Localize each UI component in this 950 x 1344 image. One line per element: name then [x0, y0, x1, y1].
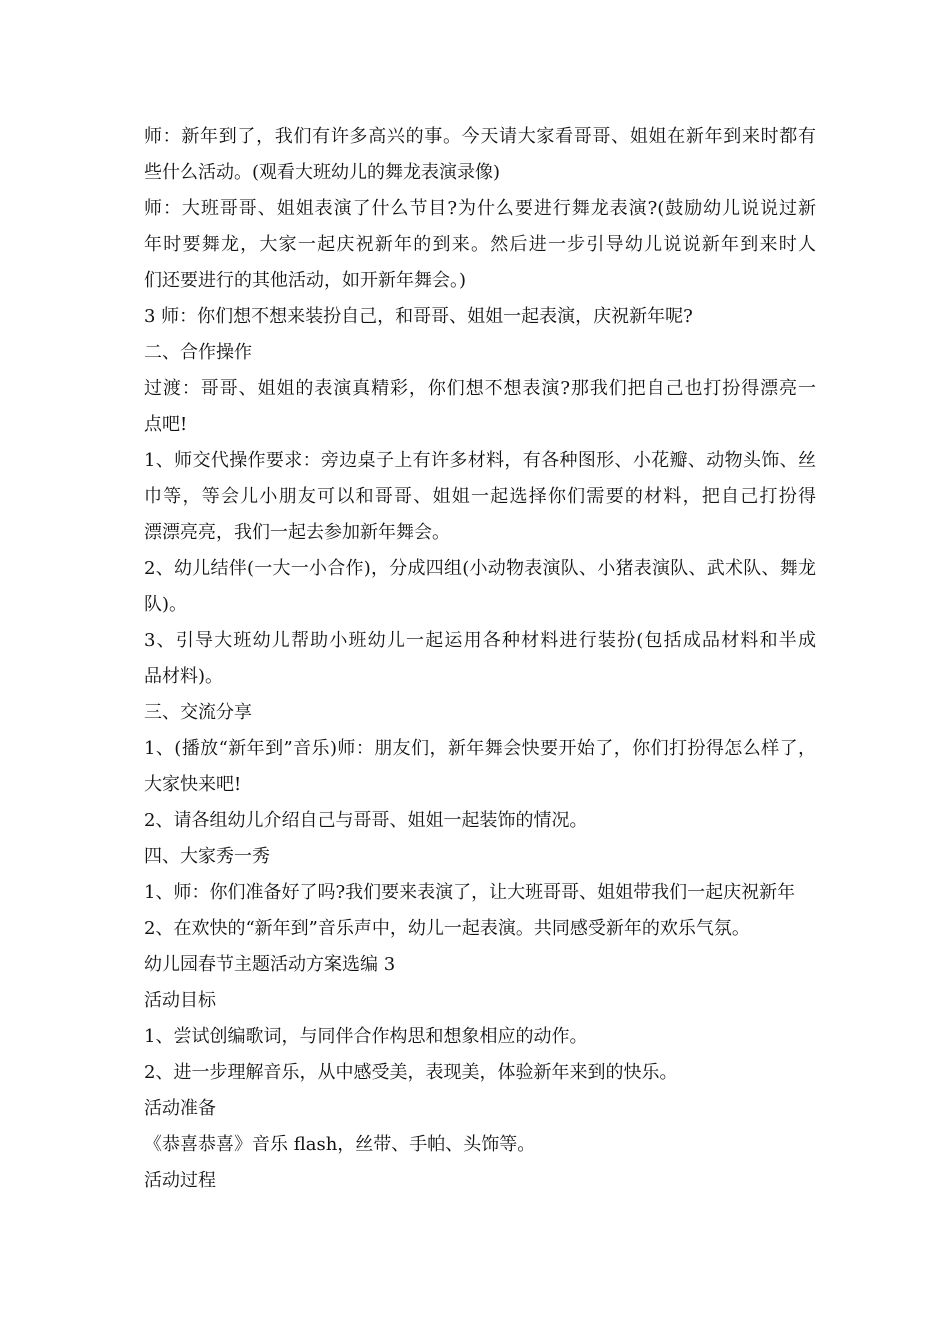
- section-heading: 二、合作操作: [144, 342, 252, 363]
- text-line: 巾等，等会儿小朋友可以和哥哥、姐姐一起选择你们需要的材料，把自己打扮得: [144, 486, 816, 507]
- text-line: 过渡：哥哥、姐姐的表演真精彩，你们想不想表演?那我们把自己也打扮得漂亮一: [144, 378, 816, 399]
- text-line: 2、幼儿结伴(一大一小合作)，分成四组(小动物表演队、小猪表演队、武术队、舞龙: [144, 558, 816, 579]
- text-line: 1、尝试创编歌词，与同伴合作构思和想象相应的动作。: [144, 1026, 588, 1047]
- text-line: 3 师：你们想不想来装扮自己，和哥哥、姐姐一起表演，庆祝新年呢?: [144, 306, 693, 327]
- document-subtitle: 幼儿园春节主题活动方案选编 3: [144, 954, 396, 975]
- text-line: 《恭喜恭喜》音乐 flash，丝带、手帕、头饰等。: [144, 1134, 536, 1155]
- section-heading: 活动准备: [144, 1098, 216, 1119]
- text-line: 1、(播放“新年到”音乐)师：朋友们，新年舞会快要开始了，你们打扮得怎么样了，: [144, 738, 816, 759]
- text-line: 漂漂亮亮，我们一起去参加新年舞会。: [144, 522, 450, 543]
- section-heading: 四、大家秀一秀: [144, 846, 270, 867]
- text-line: 师：新年到了，我们有许多高兴的事。今天请大家看哥哥、姐姐在新年到来时都有: [144, 126, 816, 147]
- text-line: 大家快来吧!: [144, 774, 242, 795]
- text-line: 1、师交代操作要求：旁边桌子上有许多材料，有各种图形、小花瓣、动物头饰、丝: [144, 450, 816, 471]
- section-heading: 活动目标: [144, 990, 216, 1011]
- section-heading: 三、交流分享: [144, 702, 252, 723]
- text-line: 师：大班哥哥、姐姐表演了什么节目?为什么要进行舞龙表演?(鼓励幼儿说说过新: [144, 198, 816, 219]
- document-body: [144, 119, 816, 1199]
- text-line: 1、师：你们准备好了吗?我们要来表演了，让大班哥哥、姐姐带我们一起庆祝新年: [144, 882, 796, 903]
- text-line: 年时要舞龙，大家一起庆祝新年的到来。然后进一步引导幼儿说说新年到来时人: [144, 234, 816, 255]
- section-heading: 活动过程: [144, 1170, 216, 1191]
- text-line: 点吧!: [144, 414, 188, 435]
- text-line: 2、进一步理解音乐，从中感受美，表现美，体验新年来到的快乐。: [144, 1062, 678, 1083]
- text-line: 3、引导大班幼儿帮助小班幼儿一起运用各种材料进行装扮(包括成品材料和半成: [144, 630, 816, 651]
- text-line: 队)。: [144, 594, 188, 615]
- text-line: 品材料)。: [144, 666, 224, 687]
- text-line: 2、在欢快的“新年到”音乐声中，幼儿一起表演。共同感受新年的欢乐气氛。: [144, 918, 750, 939]
- text-line: 些什么活动。(观看大班幼儿的舞龙表演录像): [144, 162, 501, 183]
- text-line: 2、请各组幼儿介绍自己与哥哥、姐姐一起装饰的情况。: [144, 810, 588, 831]
- text-line: 们还要进行的其他活动，如开新年舞会。): [144, 270, 467, 291]
